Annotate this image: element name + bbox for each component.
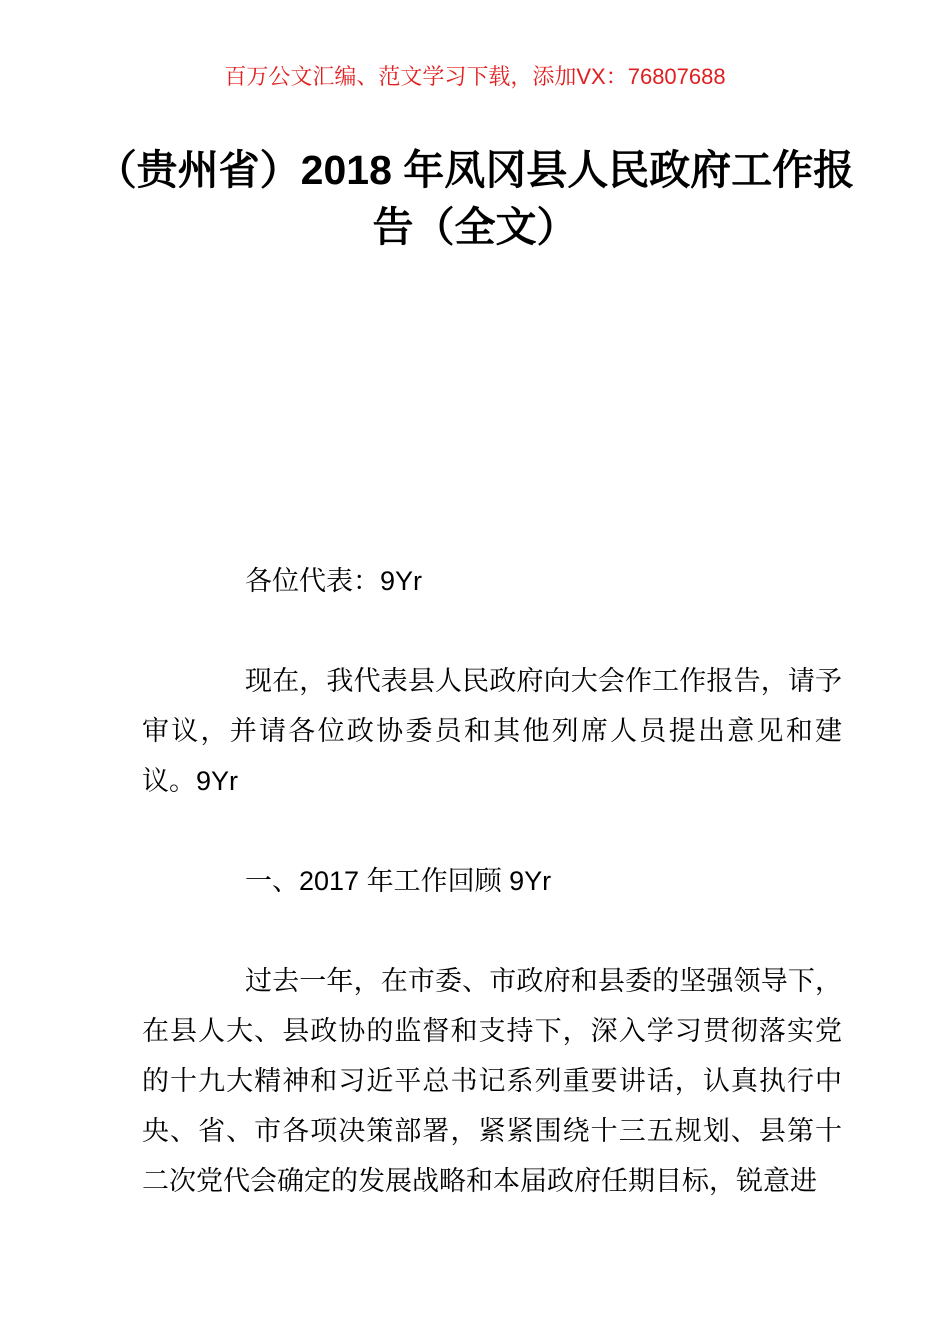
promo-banner-text: 百万公文汇编、范文学习下载，添加VX：76807688 bbox=[224, 64, 726, 89]
document-title bbox=[0, 142, 950, 256]
promo-banner bbox=[0, 0, 950, 90]
document-title-line-1: （贵州省）2018 年凤冈县人民政府工作报 bbox=[95, 147, 855, 193]
document-body bbox=[142, 556, 842, 1206]
intro-paragraph: 现在，我代表县人民政府向大会作工作报告，请予审议，并请各位政协委员和其他列席人员提出意见和建议。9Yr bbox=[142, 666, 842, 796]
document-title-line-2: 告（全文） bbox=[372, 204, 578, 250]
salutation-paragraph: 各位代表：9Yr bbox=[245, 566, 423, 596]
section-heading-2017-review: 一、2017 年工作回顾 9Yr bbox=[245, 866, 552, 896]
review-paragraph: 过去一年，在市委、市政府和县委的坚强领导下，在县人大、县政协的监督和支持下，深入学习贯彻落实党的十九大精神和习近平总书记系列重要讲话，认真执行中央、省、市各项决策部署，紧紧围绕十三五规划、县第十二次党代会确定的发展战略和本届政府任期目标，锐意进 bbox=[142, 966, 842, 1196]
